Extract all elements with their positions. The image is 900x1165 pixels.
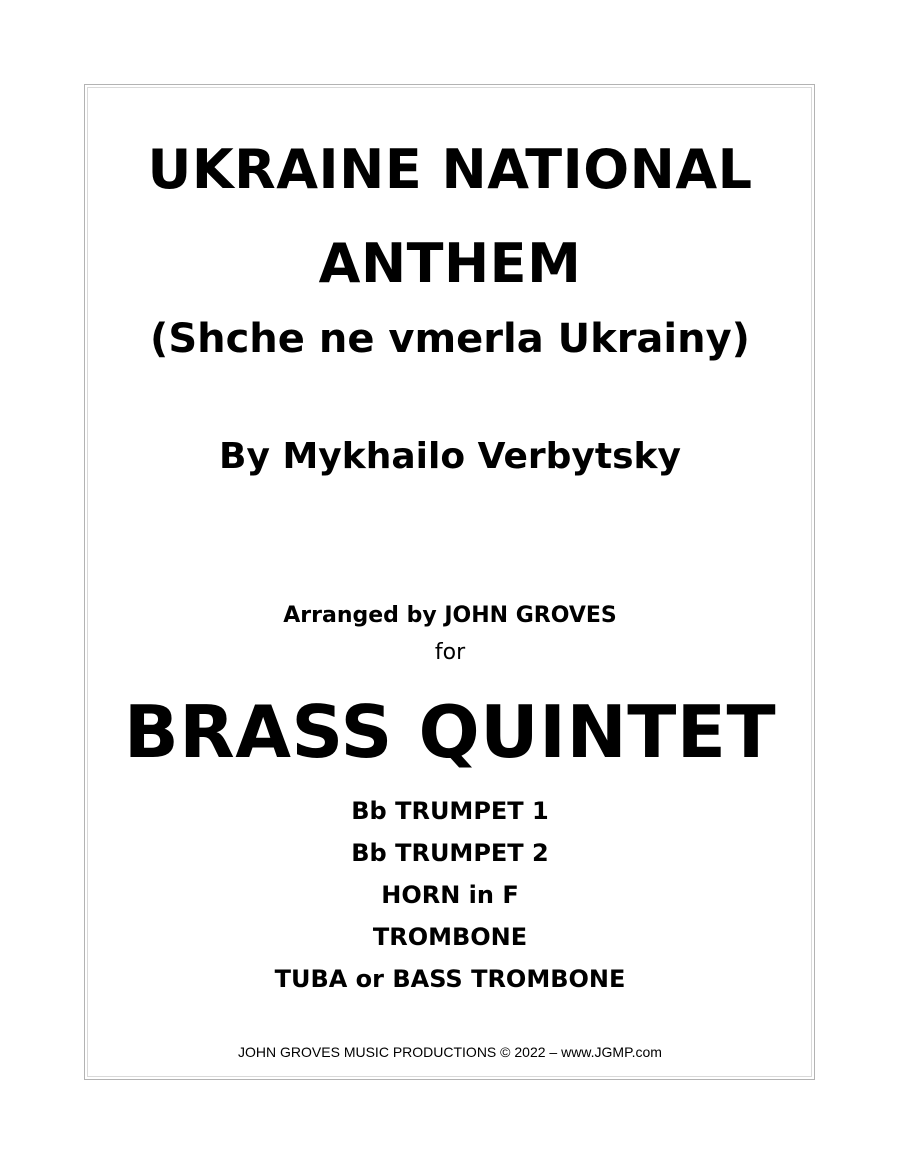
instrument-item: TROMBONE <box>372 923 528 951</box>
arranger-connector: for <box>434 640 466 665</box>
ensemble-title: BRASS QUINTET <box>123 690 777 774</box>
subtitle: (Shche ne vmerla Ukrainy) <box>150 316 750 362</box>
instrument-item: TUBA or BASS TROMBONE <box>274 965 626 993</box>
instrument-item: Bb TRUMPET 1 <box>351 797 549 825</box>
title-line-2: ANTHEM <box>318 232 582 295</box>
instrument-item: Bb TRUMPET 2 <box>351 839 549 867</box>
instrument-list <box>0 790 900 1000</box>
instrument-item: HORN in F <box>381 881 519 909</box>
footer-copyright: JOHN GROVES MUSIC PRODUCTIONS © 2022 – www.JGMP.com <box>238 1044 662 1060</box>
composer-credit: By Mykhailo Verbytsky <box>219 436 681 477</box>
title-line-1: UKRAINE NATIONAL <box>147 138 753 201</box>
arranger-credit: Arranged by JOHN GROVES <box>283 603 617 628</box>
